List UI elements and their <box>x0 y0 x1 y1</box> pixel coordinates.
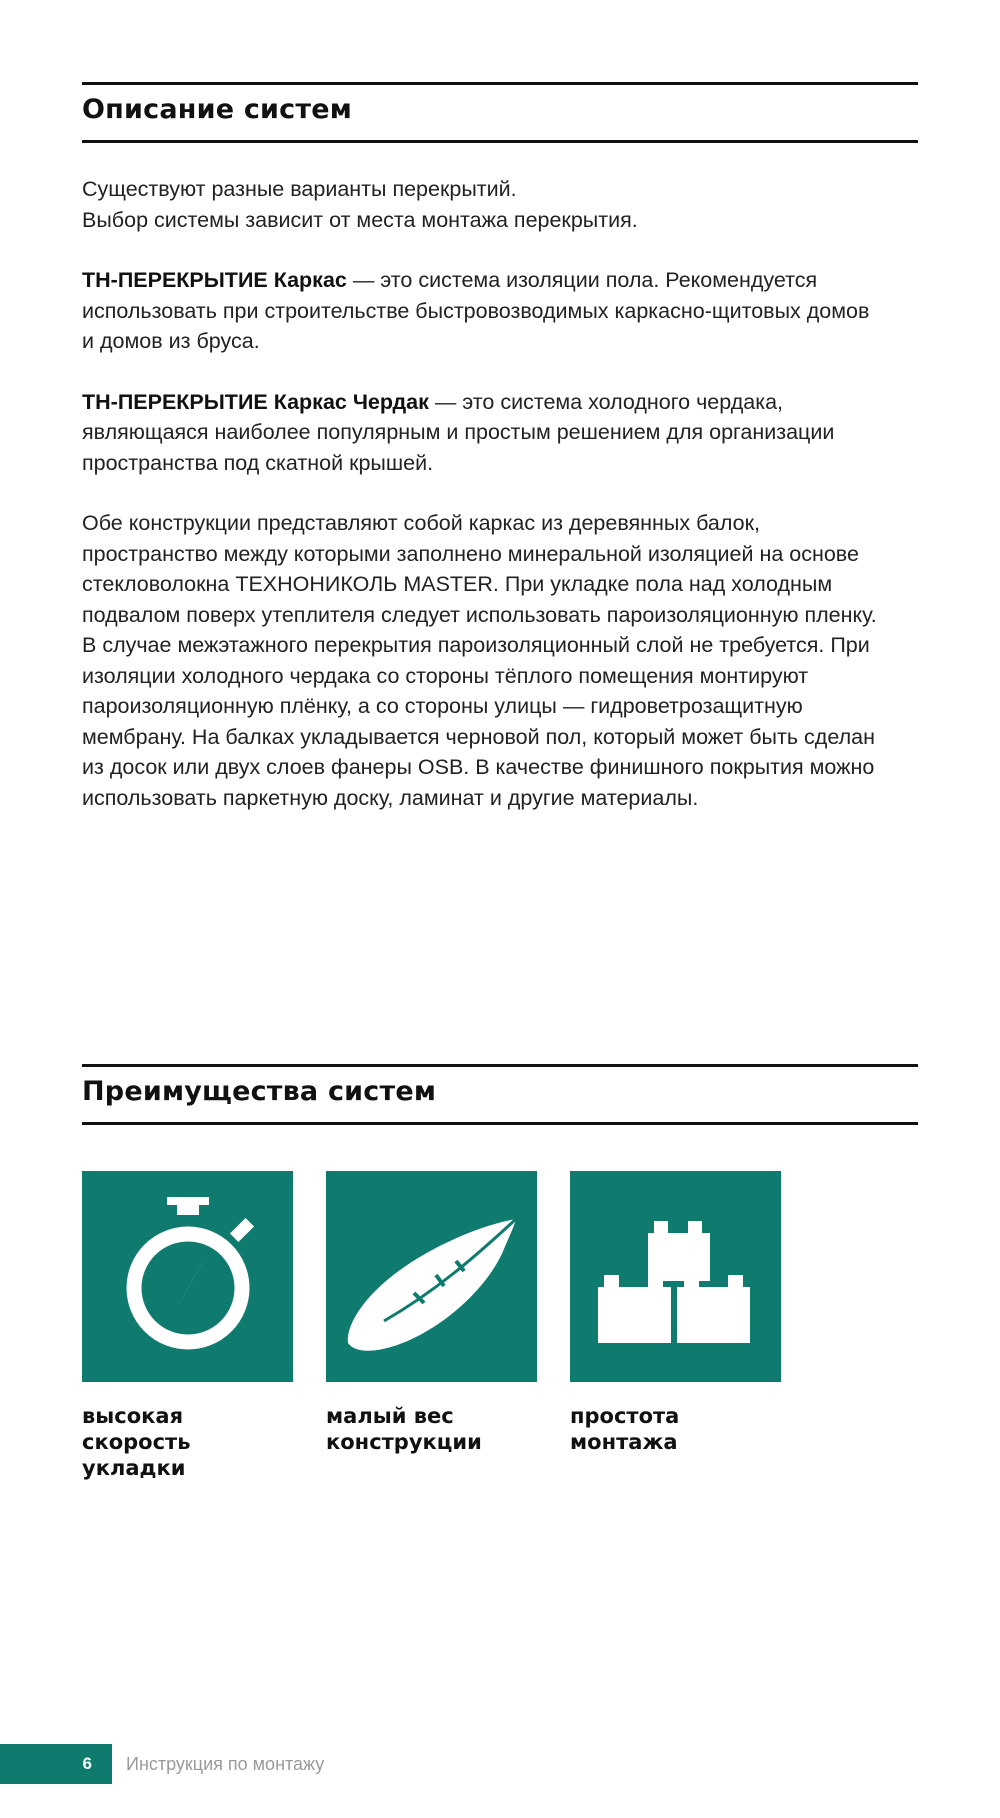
intro-line-2: Выбор системы зависит от места монтажа перекрытия. <box>82 207 638 232</box>
section-bottom-rule <box>82 1122 918 1125</box>
caption-line: монтажа <box>570 1430 678 1454</box>
caption-line: простота <box>570 1404 680 1428</box>
feather-icon <box>326 1171 537 1382</box>
feature-tile-speed <box>82 1171 293 1382</box>
paragraph-construction: Обе конструкции представляют собой каркас из деревянных балок, пространство между которыми заполнено минеральной изоляцией на основе стекловолокна ТЕХНОНИКОЛЬ MASTER. При укладке пола над холодным подвалом поверх утеплителя следует использовать пароизоляционную пленку. В случае межэтажного перекрытия пароизоляционный слой не требуется. При изоляции холодного чердака со стороны тёплого помещения монтируют пароизоляционную плёнку, а со стороны улицы — гидроветрозащитную мембрану. На балках укладывается черновой пол, который может быть сделан из досок или двух слоев фанеры OSB. В качестве финишного покрытия можно использовать паркетную доску, ламинат и другие материалы. <box>82 511 877 810</box>
intro-line-1: Существуют разные варианты перекрытий. <box>82 177 517 201</box>
footer-title: Инструкция по монтажу <box>126 1754 325 1774</box>
feature-tile-weight <box>326 1171 537 1382</box>
paragraph-cherdak <box>82 387 882 479</box>
paragraph-intro <box>82 174 922 235</box>
bricks-icon <box>570 1171 781 1382</box>
karkas-description: — это система изоляции пола. Рекомендуется использовать при строительстве быстровозводимых каркасно-щитовых домов и домов из бруса. <box>82 268 870 353</box>
description-body <box>82 174 922 843</box>
caption-line: конструкции <box>326 1430 482 1454</box>
section-top-rule <box>82 82 918 85</box>
feature-caption-installation <box>570 1403 790 1455</box>
section-top-rule <box>82 1064 918 1067</box>
section-bottom-rule <box>82 140 918 143</box>
caption-line: укладки <box>82 1456 186 1480</box>
page-number: 6 <box>0 1744 112 1784</box>
caption-line: малый вес <box>326 1404 454 1428</box>
feature-caption-weight <box>326 1403 546 1455</box>
feature-caption-speed <box>82 1403 302 1481</box>
paragraph-karkas <box>82 265 882 357</box>
product-name-karkas: ТН-ПЕРЕКРЫТИЕ Каркас <box>82 268 347 292</box>
caption-line: высокая <box>82 1404 184 1428</box>
feature-tile-installation <box>570 1171 781 1382</box>
stopwatch-icon <box>82 1171 293 1382</box>
caption-line: скорость <box>82 1430 191 1454</box>
section-title-description: Описание систем <box>82 94 352 125</box>
section-title-advantages: Преимущества систем <box>82 1076 437 1107</box>
cherdak-description: — это система холодного чердака, являющаяся наиболее популярным и простым решением для организации пространства под скатной крышей. <box>82 389 835 475</box>
product-name-cherdak: ТН-ПЕРЕКРЫТИЕ Каркас Чердак <box>82 389 429 414</box>
